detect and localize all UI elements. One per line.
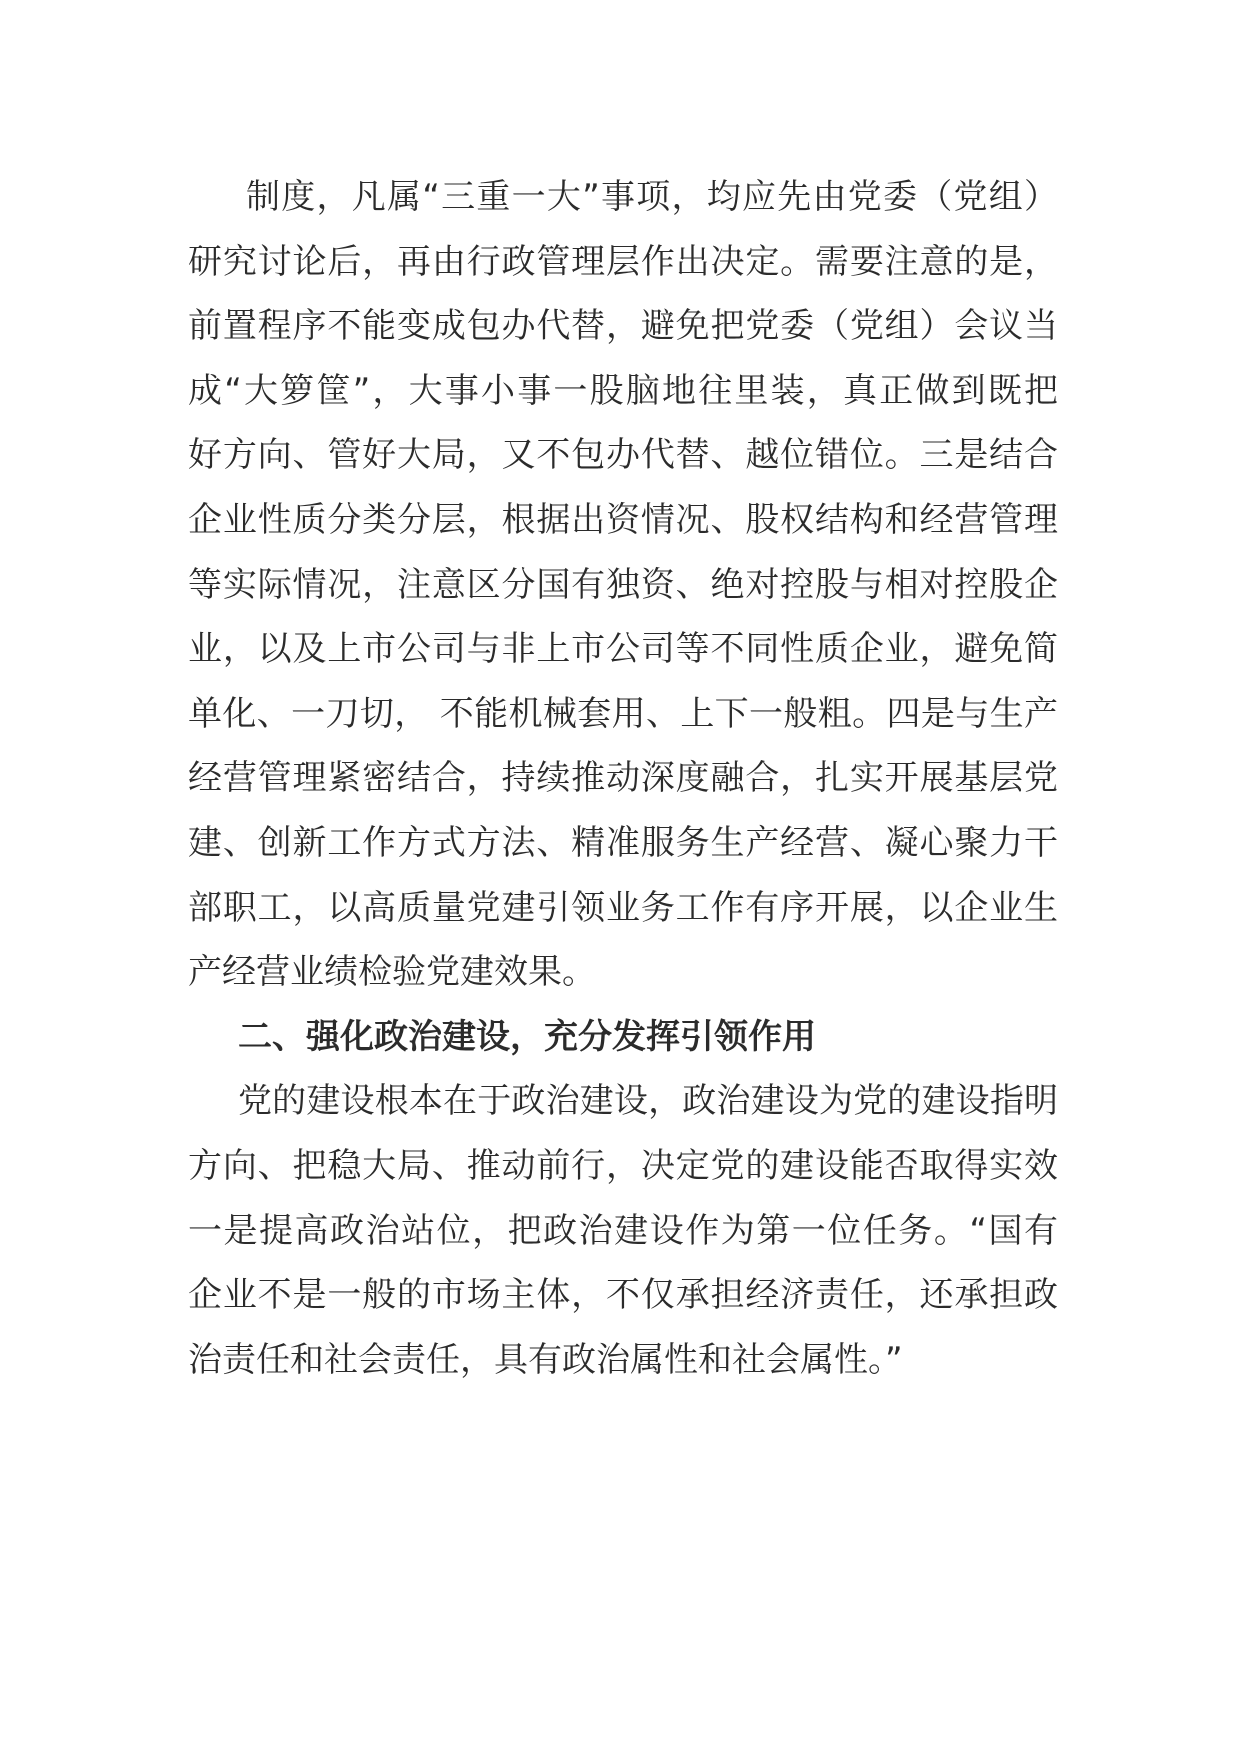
paragraph-line: 一是提高政治站位，把政治建设作为第一位任务。“国有	[188, 1210, 1058, 1251]
paragraph-line: 企业不是一般的市场主体，不仅承担经济责任，还承担政	[188, 1275, 1058, 1316]
paragraph-line: 党的建设根本在于政治建设，政治建设为党的建设指明	[238, 1081, 1058, 1122]
paragraph-line: 部职工，以高质量党建引领业务工作有序开展，以企业生	[188, 887, 1058, 928]
paragraph-line: 产经营业绩检验党建效果。	[188, 952, 596, 993]
paragraph-line: 企业性质分类分层，根据出资情况、股权结构和经营管理	[188, 499, 1058, 540]
section-heading: 二、强化政治建设，充分发挥引领作用	[238, 1016, 816, 1057]
paragraph-line: 制度，凡属“三重一大”事项，均应先由党委（党组）	[246, 177, 1058, 217]
paragraph-line: 单化、一刀切， 不能机械套用、上下一般粗。四是与生产	[188, 693, 1058, 734]
paragraph-line: 建、创新工作方式方法、精准服务生产经营、凝心聚力干	[188, 822, 1058, 863]
paragraph-line: 好方向、管好大局，又不包办代替、越位错位。三是结合	[188, 435, 1058, 476]
paragraph-line: 等实际情况，注意区分国有独资、绝对控股与相对控股企	[188, 564, 1058, 605]
document-body	[188, 165, 1058, 1392]
paragraph-1	[188, 165, 1058, 1005]
paragraph-line: 业，以及上市公司与非上市公司等不同性质企业，避免简	[188, 629, 1058, 670]
paragraph-line: 方向、把稳大局、推动前行，决定党的建设能否取得实效	[188, 1145, 1058, 1186]
paragraph-line: 研究讨论后，再由行政管理层作出决定。需要注意的是，	[188, 241, 1058, 282]
paragraph-line: 成“大箩筐”，大事小事一股脑地往里装，真正做到既把	[188, 370, 1058, 411]
paragraph-line: 前置程序不能变成包办代替，避免把党委（党组）会议当	[188, 306, 1058, 347]
paragraph-line: 经营管理紧密结合，持续推动深度融合，扎实开展基层党	[188, 758, 1058, 799]
paragraph-2	[188, 1069, 1058, 1392]
paragraph-line: 治责任和社会责任，具有政治属性和社会属性。”	[188, 1339, 903, 1380]
